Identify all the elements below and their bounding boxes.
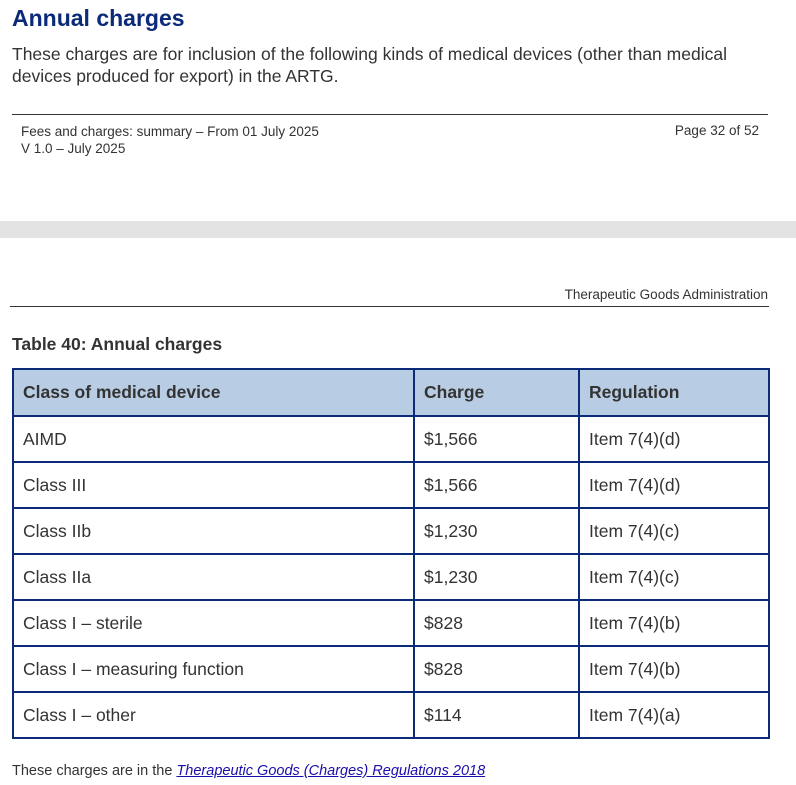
regulations-link[interactable]: Therapeutic Goods (Charges) Regulations 2018 bbox=[176, 763, 486, 779]
table-row bbox=[13, 554, 769, 600]
footer-divider bbox=[12, 114, 768, 115]
device-class-cell: Class I – measuring function bbox=[13, 646, 414, 692]
charge-cell: $828 bbox=[414, 600, 579, 646]
table-caption: Table 40: Annual charges bbox=[12, 334, 223, 354]
column-header-charge: Charge bbox=[414, 369, 579, 416]
device-class-cell: Class IIb bbox=[13, 508, 414, 554]
table-row bbox=[13, 416, 769, 462]
device-class-cell: Class III bbox=[13, 462, 414, 508]
charge-cell: $828 bbox=[414, 646, 579, 692]
table-row bbox=[13, 646, 769, 692]
annual-charges-table bbox=[12, 368, 770, 739]
regulation-cell: Item 7(4)(b) bbox=[579, 646, 769, 692]
footer-page-number: Page 32 of 52 bbox=[674, 123, 759, 138]
charge-cell: $1,230 bbox=[414, 508, 579, 554]
device-class-cell: Class I – other bbox=[13, 692, 414, 738]
page-footer bbox=[21, 123, 319, 157]
charge-cell: $1,566 bbox=[414, 462, 579, 508]
header-divider bbox=[10, 306, 769, 307]
page-break bbox=[0, 221, 796, 238]
device-class-cell: AIMD bbox=[13, 416, 414, 462]
section-heading: Annual charges bbox=[12, 5, 185, 31]
regulation-cell: Item 7(4)(d) bbox=[579, 462, 769, 508]
device-class-cell: Class IIa bbox=[13, 554, 414, 600]
table-row bbox=[13, 692, 769, 738]
regulation-cell: Item 7(4)(d) bbox=[579, 416, 769, 462]
regulation-cell: Item 7(4)(c) bbox=[579, 508, 769, 554]
column-header-class: Class of medical device bbox=[13, 369, 414, 416]
running-header: Therapeutic Goods Administration bbox=[564, 287, 768, 302]
column-header-regulation: Regulation bbox=[579, 369, 769, 416]
footer-doc-title: Fees and charges: summary – From 01 July 2025 bbox=[21, 124, 319, 139]
regulation-cell: Item 7(4)(b) bbox=[579, 600, 769, 646]
charge-cell: $1,566 bbox=[414, 416, 579, 462]
regulation-cell: Item 7(4)(c) bbox=[579, 554, 769, 600]
intro-paragraph: These charges are for inclusion of the following kinds of medical devices (other than medical devices produced for export) in the ARTG. bbox=[12, 44, 727, 86]
source-note bbox=[12, 763, 485, 779]
table-header-row bbox=[13, 369, 769, 416]
device-class-cell: Class I – sterile bbox=[13, 600, 414, 646]
charge-cell: $114 bbox=[414, 692, 579, 738]
charge-cell: $1,230 bbox=[414, 554, 579, 600]
source-note-prefix: These charges are in the bbox=[12, 763, 177, 779]
table-row bbox=[13, 508, 769, 554]
table-row bbox=[13, 462, 769, 508]
table-row bbox=[13, 600, 769, 646]
regulation-cell: Item 7(4)(a) bbox=[579, 692, 769, 738]
footer-version: V 1.0 – July 2025 bbox=[21, 141, 126, 156]
